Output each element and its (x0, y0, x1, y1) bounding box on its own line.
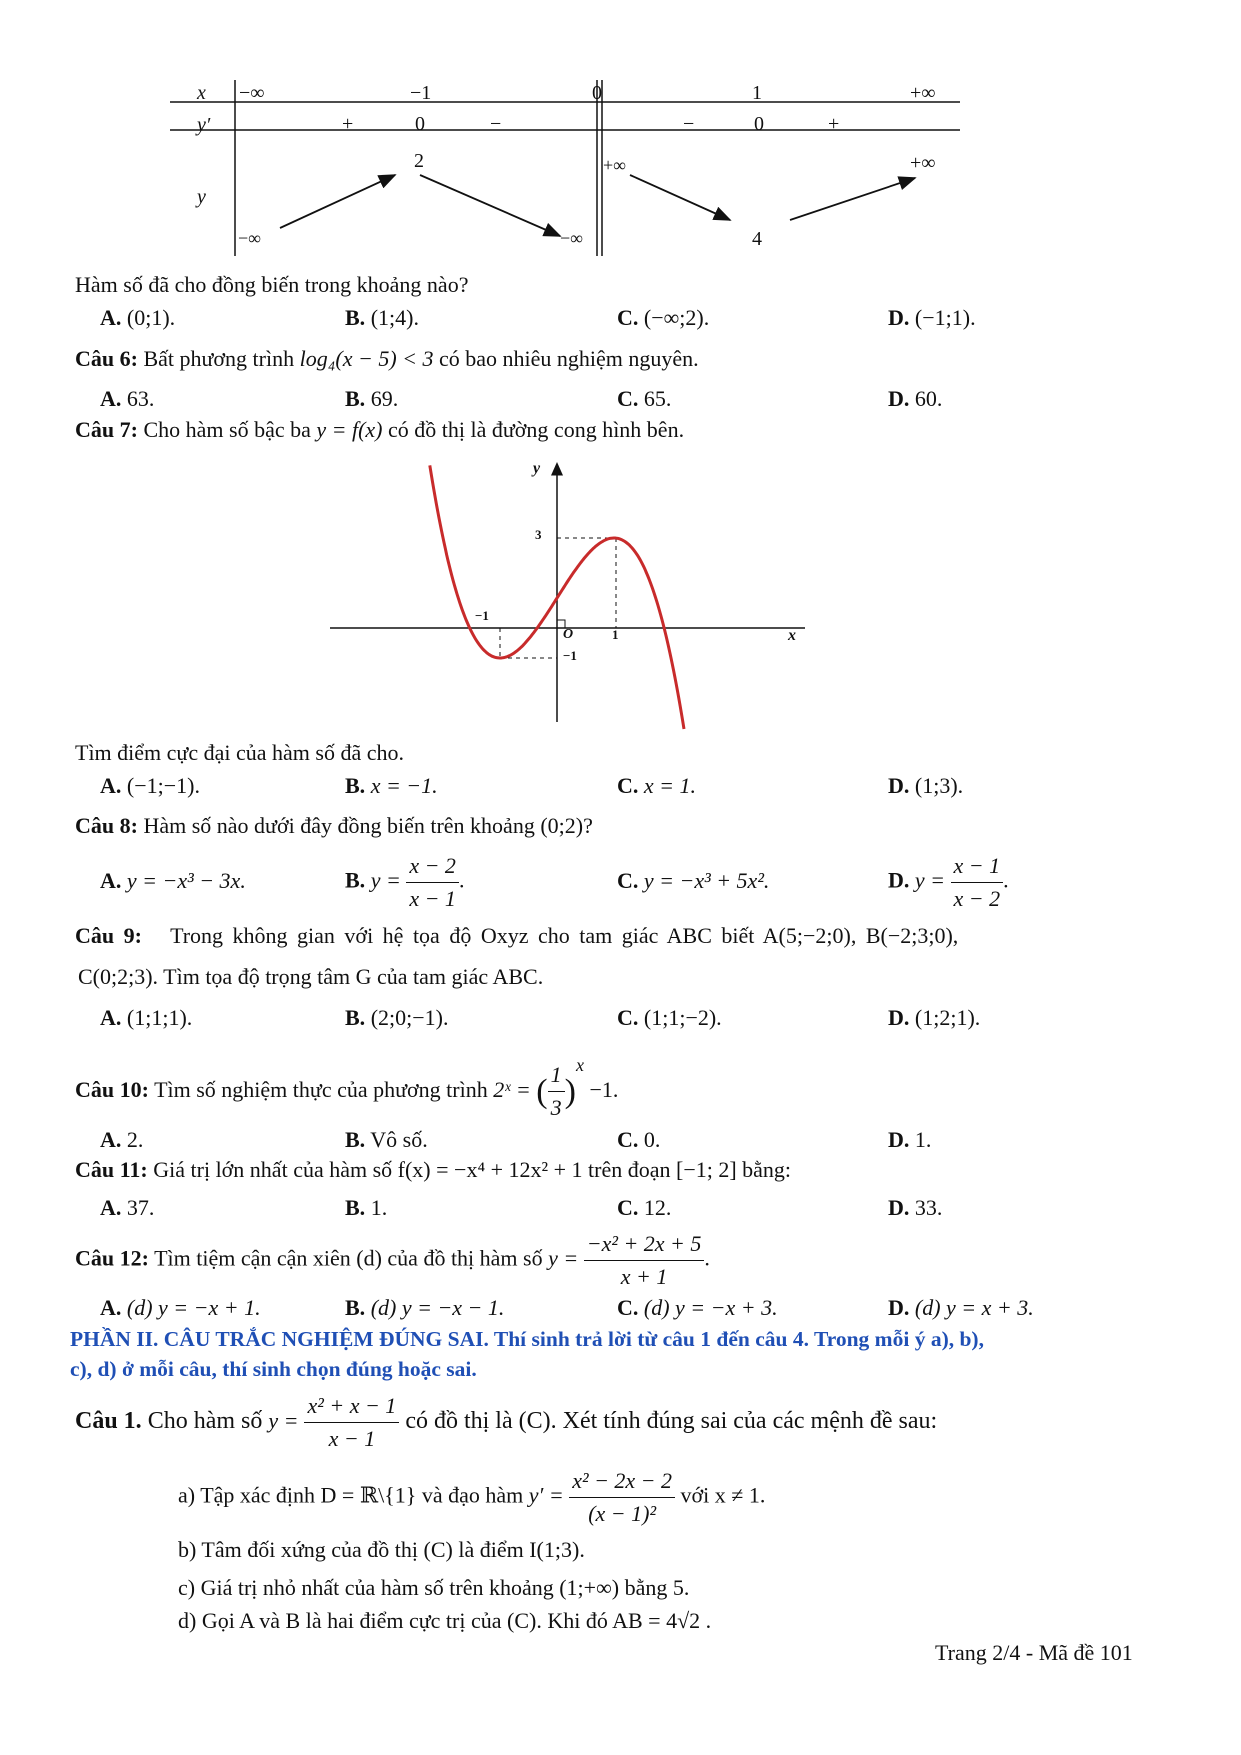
q11-line (75, 1157, 791, 1183)
q6-opt-d: 60. (914, 386, 943, 411)
q11-opt-c-label: C. (617, 1195, 639, 1220)
q6-text-after: có bao nhiêu nghiệm nguyên. (439, 346, 699, 371)
vt-sign-3: − (683, 113, 695, 135)
q7-opt-a-label: A. (100, 773, 122, 798)
arrow-up-2 (790, 178, 915, 220)
vt-sign-1: 0 (415, 113, 425, 135)
q12-opt-d-label: D. (888, 1295, 910, 1320)
vt-sign-0: + (342, 113, 354, 135)
p2q1-a-line (178, 1465, 765, 1530)
q7-line (75, 417, 684, 443)
q7-opt-d: (1;3). (914, 773, 964, 798)
arrow-down-1 (420, 175, 560, 236)
q8-opt-d-den: x − 2 (953, 886, 1001, 911)
q8-opt-d-label: D. (888, 867, 910, 893)
q8-opt-b-tail: . (458, 867, 465, 893)
q7-opt-d-label: D. (888, 773, 910, 798)
q10-rhs: −1. (589, 1077, 619, 1102)
q9-line2: C(0;2;3). Tìm tọa độ trọng tâm G của tam giác ABC. (78, 964, 544, 989)
q10-opt-c-label: C. (617, 1127, 639, 1152)
q12-label: Câu 12: (75, 1245, 149, 1271)
q10-opt-b: Vô số. (370, 1127, 428, 1152)
part2-heading-line1: PHẦN II. CÂU TRẮC NGHIỆM ĐÚNG SAI. Thí sinh trả lời từ câu 1 đến câu 4. Trong mỗi ý a), b), (70, 1327, 984, 1351)
part2-heading-line2: c), d) ở mỗi câu, thí sinh chọn đúng hoặc sai. (70, 1357, 477, 1381)
p2q1-a-lhs: y′ = (528, 1482, 564, 1508)
p2q1-a-after: với x ≠ 1. (680, 1482, 766, 1508)
q5-opt-b-label: B. (345, 305, 366, 330)
p2q1-a-text: a) Tập xác định D = ℝ\{1} và đạo hàm (178, 1482, 524, 1508)
q6-opt-a-label: A. (100, 386, 122, 411)
cubic-graph (300, 460, 820, 730)
q6-opt-a: 63. (126, 386, 155, 411)
graph-tick-m1y: −1 (563, 648, 577, 663)
q10-opt-d-label: D. (888, 1127, 910, 1152)
q9-opt-a-label: A. (100, 1005, 122, 1030)
q11-opt-d-label: D. (888, 1195, 910, 1220)
q12-line (75, 1228, 710, 1293)
p2q1-den: x − 1 (328, 1426, 376, 1451)
q10-opt-d: 1. (914, 1127, 932, 1152)
q8-opt-b-lhs: y = (370, 867, 401, 893)
q10-opt-c: 0. (643, 1127, 661, 1152)
q7-text-after: có đồ thị là đường cong hình bên. (388, 417, 685, 442)
p2q1-c: c) Giá trị nhỏ nhất của hàm số trên khoảng (1;+∞) bằng 5. (178, 1575, 690, 1600)
q7-opt-b-label: B. (345, 773, 366, 798)
q5-opt-d: (−1;1). (914, 305, 976, 330)
q11-text: Giá trị lớn nhất của hàm số f(x) = −x⁴ + 12x² + 1 trên đoạn [−1; 2] bằng: (153, 1157, 792, 1182)
q11-opt-a: 37. (126, 1195, 155, 1220)
q7-opt-b: x = −1. (370, 773, 438, 798)
q8-opt-d-tail: . (1003, 867, 1009, 893)
q10-num: 1 (548, 1059, 565, 1092)
q10-text: Tìm số nghiệm thực của phương trình (154, 1077, 488, 1102)
q9-line1 (75, 923, 958, 949)
q10-den: 3 (550, 1095, 562, 1121)
q11-opt-b: 1. (370, 1195, 388, 1220)
q8-opt-b-den: x − 1 (409, 886, 456, 911)
q7-opt-c: x = 1. (643, 773, 697, 798)
q8-opt-c-label: C. (617, 868, 639, 893)
p2q1-label: Câu 1. (75, 1408, 142, 1435)
vt-y-5: +∞ (910, 152, 936, 174)
q9-opt-b: (2;0;−1). (370, 1005, 449, 1030)
vt-sign-4: 0 (754, 113, 764, 135)
q10-exp: x (575, 1055, 584, 1075)
q6-opt-c: 65. (643, 386, 672, 411)
q12-opt-b: (d) y = −x − 1. (370, 1295, 505, 1320)
p2q1-a-den: (x − 1)² (588, 1501, 657, 1526)
q9-text1: Trong không gian với hệ tọa độ Oxyz cho tam giác ABC biết A(5;−2;0), B(−2;3;0), (170, 923, 959, 948)
q10-opt-a: 2. (126, 1127, 144, 1152)
q8-label: Câu 8: (75, 813, 138, 838)
vt-x-3: 1 (752, 82, 762, 104)
q10-label: Câu 10: (75, 1077, 149, 1102)
q8-opt-a-label: A. (100, 868, 122, 893)
vt-x-4: +∞ (910, 82, 936, 104)
q11-opt-d: 33. (914, 1195, 943, 1220)
q12-num: −x² + 2x + 5 (584, 1228, 705, 1261)
q5-question: Hàm số đã cho đồng biến trong khoảng nào? (75, 272, 469, 297)
q7-question: Tìm điểm cực đại của hàm số đã cho. (75, 740, 404, 765)
q11-opt-b-label: B. (345, 1195, 366, 1220)
vt-y-1: 2 (414, 150, 424, 172)
graph-origin: O (563, 627, 574, 642)
q7-opt-a: (−1;−1). (126, 773, 200, 798)
q12-opt-c: (d) y = −x + 3. (643, 1295, 778, 1320)
q12-opt-c-label: C. (617, 1295, 639, 1320)
vt-sign-2: − (490, 113, 502, 135)
graph-tick-1: 1 (612, 627, 619, 642)
q7-label: Câu 7: (75, 417, 138, 442)
vt-y-label: y (197, 186, 206, 208)
q6-line (75, 346, 699, 372)
p2q1-a-num: x² − 2x − 2 (569, 1465, 675, 1498)
arrow-up-1 (280, 175, 395, 228)
q12-opt-b-label: B. (345, 1295, 366, 1320)
q8-opt-b-num: x − 2 (406, 850, 459, 883)
vt-y-4: 4 (752, 228, 762, 250)
q6-text-before: Bất phương trình (143, 346, 295, 371)
q6-expr: log₄(x − 5) < 3 (299, 346, 434, 371)
q11-opt-c: 12. (643, 1195, 672, 1220)
graph-tick-m1x: −1 (475, 608, 489, 623)
q7-text-before: Cho hàm số bậc ba (143, 417, 311, 442)
page-footer: Trang 2/4 - Mã đề 101 (935, 1640, 1133, 1665)
q6-label: Câu 6: (75, 346, 138, 371)
q5-opt-a-label: A. (100, 305, 122, 330)
q12-den: x + 1 (620, 1264, 668, 1289)
vt-sign-5: + (828, 113, 840, 135)
q8-opt-d-num: x − 1 (951, 850, 1004, 883)
q6-opt-c-label: C. (617, 386, 639, 411)
q9-opt-a: (1;1;1). (126, 1005, 193, 1030)
q6-opt-b: 69. (370, 386, 399, 411)
q9-opt-d: (1;2;1). (914, 1005, 981, 1030)
q9-label: Câu 9: (75, 923, 142, 948)
q5-opt-b: (1;4). (370, 305, 419, 330)
graph-tick-3: 3 (535, 527, 542, 542)
q5-opt-d-label: D. (888, 305, 910, 330)
q8-text: Hàm số nào dưới đây đồng biến trên khoảng (0;2)? (143, 813, 593, 838)
vt-y-2: −∞ (560, 228, 583, 248)
vt-y-0: −∞ (238, 228, 261, 248)
q12-opt-a-label: A. (100, 1295, 122, 1320)
q8-opt-b-label: B. (345, 867, 366, 893)
vt-x-label: x (197, 82, 206, 104)
q5-opt-a: (0;1). (126, 305, 176, 330)
p2q1-num: x² + x − 1 (304, 1390, 399, 1423)
vt-yp-label: y′ (197, 114, 211, 136)
q9-opt-c-label: C. (617, 1005, 639, 1030)
vt-x-1: −1 (410, 82, 432, 104)
arrow-down-2 (630, 175, 730, 220)
q7-expr: y = f(x) (316, 417, 383, 442)
p2q1-lhs: y = (268, 1408, 299, 1434)
q8-line (75, 813, 593, 839)
q9-opt-c: (1;1;−2). (643, 1005, 722, 1030)
q6-opt-d-label: D. (888, 386, 910, 411)
p2q1-d: d) Gọi A và B là hai điểm cực trị của (C). Khi đó AB = 4√2 . (178, 1608, 712, 1633)
p2q1-line (75, 1390, 937, 1455)
p2q1-text-before: Cho hàm số (147, 1408, 263, 1435)
q10-opt-a-label: A. (100, 1127, 122, 1152)
graph-y-label: y (533, 460, 541, 477)
q11-label: Câu 11: (75, 1157, 148, 1182)
q12-tail: . (704, 1245, 710, 1271)
q7-opt-c-label: C. (617, 773, 639, 798)
vt-x-0: −∞ (239, 82, 265, 104)
q10-lhs: 2ˣ = (493, 1077, 531, 1102)
q12-lhs: y = (548, 1245, 579, 1271)
q5-opt-c: (−∞;2). (643, 305, 710, 330)
q10-opt-b-label: B. (345, 1127, 366, 1152)
graph-x-label: x (788, 627, 796, 644)
q6-opt-b-label: B. (345, 386, 366, 411)
p2q1-b: b) Tâm đối xứng của đồ thị (C) là điểm I(1;3). (178, 1537, 585, 1562)
q12-opt-a: (d) y = −x + 1. (126, 1295, 261, 1320)
q12-opt-d: (d) y = x + 3. (914, 1295, 1034, 1320)
q10-line: Câu 10: Tìm số nghiệm thực của phương trình 2ˣ = ( $\frac{1}{3}$ )$^x$ −1. (75, 1055, 618, 1124)
q8-opt-c: y = −x³ + 5x². (643, 868, 770, 893)
vt-y-3: +∞ (603, 155, 626, 175)
p2q1-text-after: có đồ thị là (C). Xét tính đúng sai của các mệnh đề sau: (405, 1408, 938, 1435)
q11-opt-a-label: A. (100, 1195, 122, 1220)
q9-opt-b-label: B. (345, 1005, 366, 1030)
q8-opt-d-lhs: y = (914, 867, 946, 893)
q9-opt-d-label: D. (888, 1005, 910, 1030)
vt-x-2: 0 (592, 82, 602, 104)
q8-opt-a: y = −x³ − 3x. (126, 868, 246, 893)
q12-text: Tìm tiệm cận cận xiên (d) của đồ thị hàm số (154, 1245, 543, 1271)
q5-opt-c-label: C. (617, 305, 639, 330)
